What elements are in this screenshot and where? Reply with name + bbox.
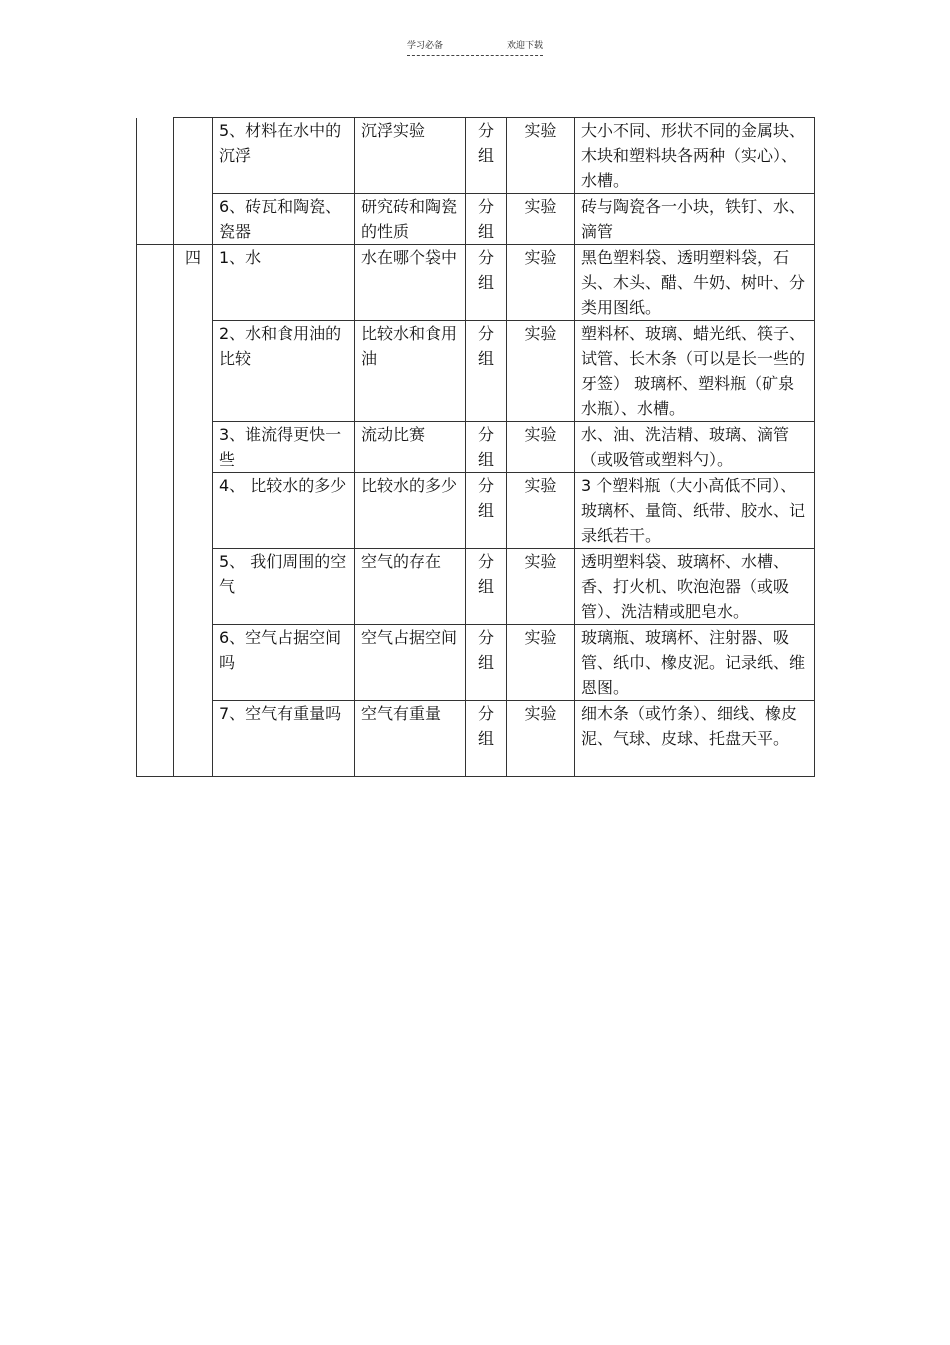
materials-cell: 大小不同、形状不同的金属块、木块和塑料块各两种（实心）、水槽。 (575, 118, 815, 194)
type-cell: 实验 (507, 194, 575, 245)
group-text: 分组 (477, 704, 494, 748)
group-text: 分组 (477, 476, 494, 520)
empty-cell (137, 245, 174, 777)
activity-cell: 比较水的多少 (355, 473, 466, 549)
page-header (407, 38, 543, 56)
empty-unit-cell (174, 118, 213, 245)
group-cell (466, 194, 507, 245)
header-left-text: 学习必备 (407, 41, 444, 51)
table-row (137, 701, 815, 777)
lesson-cell: 4、 比较水的多少 (213, 473, 355, 549)
materials-cell: 砖与陶瓷各一小块，铁钉、水、滴管 (575, 194, 815, 245)
group-cell (466, 321, 507, 422)
table-row (137, 245, 815, 321)
type-cell: 实验 (507, 701, 575, 777)
header-right-text: 欢迎下载 (506, 41, 543, 51)
group-text: 分组 (477, 121, 494, 165)
materials-cell: 水、油、洗洁精、玻璃、滴管（或吸管或塑料勺）。 (575, 422, 815, 473)
lesson-cell: 6、砖瓦和陶瓷、瓷器 (213, 194, 355, 245)
activity-cell: 研究砖和陶瓷的性质 (355, 194, 466, 245)
table-row (137, 118, 815, 194)
materials-cell: 塑料杯、玻璃、蜡光纸、筷子、试管、长木条（可以是长一些的牙签） 玻璃杯、塑料瓶（矿泉水瓶）、水槽。 (575, 321, 815, 422)
activity-cell: 空气有重量 (355, 701, 466, 777)
activity-cell: 水在哪个袋中 (355, 245, 466, 321)
lesson-cell: 6、空气占据空间吗 (213, 625, 355, 701)
lesson-cell: 5、材料在水中的沉浮 (213, 118, 355, 194)
unit-cell: 四 (174, 245, 213, 777)
materials-cell: 3 个塑料瓶（大小高低不同）、玻璃杯、量筒、纸带、胶水、记录纸若干。 (575, 473, 815, 549)
activity-cell: 流动比赛 (355, 422, 466, 473)
group-text: 分组 (477, 425, 494, 469)
activity-cell: 沉浮实验 (355, 118, 466, 194)
type-cell: 实验 (507, 118, 575, 194)
group-cell (466, 625, 507, 701)
table-row (137, 422, 815, 473)
group-text: 分组 (477, 628, 494, 672)
materials-cell: 黑色塑料袋、透明塑料袋，石头、木头、醋、牛奶、树叶、分类用图纸。 (575, 245, 815, 321)
table-row (137, 321, 815, 422)
table-row (137, 549, 815, 625)
group-cell (466, 118, 507, 194)
group-cell (466, 701, 507, 777)
group-text: 分组 (477, 324, 494, 368)
lesson-table (136, 117, 815, 777)
empty-cell (137, 118, 174, 245)
group-cell (466, 473, 507, 549)
activity-cell: 空气占据空间 (355, 625, 466, 701)
group-cell (466, 549, 507, 625)
type-cell: 实验 (507, 473, 575, 549)
group-text: 分组 (477, 552, 494, 596)
table-row (137, 625, 815, 701)
type-cell: 实验 (507, 549, 575, 625)
group-text: 分组 (477, 248, 494, 292)
activity-cell: 比较水和食用油 (355, 321, 466, 422)
type-cell: 实验 (507, 321, 575, 422)
materials-cell: 透明塑料袋、玻璃杯、水槽、香、打火机、吹泡泡器（或吸管）、洗洁精或肥皂水。 (575, 549, 815, 625)
lesson-cell: 1、水 (213, 245, 355, 321)
materials-cell: 玻璃瓶、玻璃杯、注射器、吸管、纸巾、橡皮泥。记录纸、维恩图。 (575, 625, 815, 701)
type-cell: 实验 (507, 422, 575, 473)
lesson-cell: 2、水和食用油的比较 (213, 321, 355, 422)
activity-cell: 空气的存在 (355, 549, 466, 625)
materials-cell: 细木条（或竹条）、细线、橡皮泥、气球、皮球、托盘天平。 (575, 701, 815, 777)
type-cell: 实验 (507, 245, 575, 321)
type-cell: 实验 (507, 625, 575, 701)
group-cell (466, 245, 507, 321)
lesson-cell: 3、谁流得更快一些 (213, 422, 355, 473)
table-row (137, 194, 815, 245)
table-row (137, 473, 815, 549)
group-text: 分组 (477, 197, 494, 241)
lesson-cell: 7、空气有重量吗 (213, 701, 355, 777)
lesson-cell: 5、 我们周围的空气 (213, 549, 355, 625)
group-cell (466, 422, 507, 473)
